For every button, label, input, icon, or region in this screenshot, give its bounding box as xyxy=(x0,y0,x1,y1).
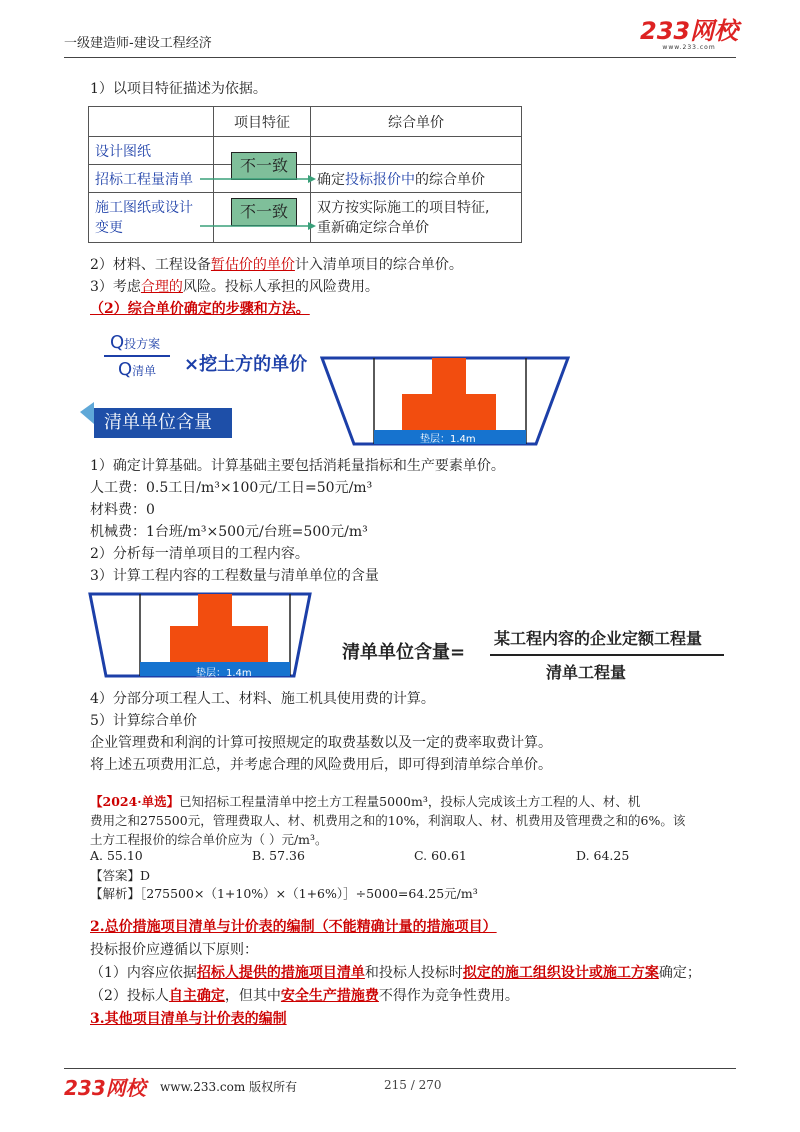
p9: 企业管理费和利润的计算可按照规定的取费基数以及一定的费率取费计算。 xyxy=(90,735,552,751)
times-unit-price: ×挖土方的单价 xyxy=(184,354,308,375)
formula-bar xyxy=(490,654,724,656)
pad-label-2: 垫层：1.4m xyxy=(196,668,252,679)
footer-logo: 233网校 xyxy=(64,1076,146,1100)
p8: 5）计算综合单价 xyxy=(90,713,197,729)
p3: 材料费：0 xyxy=(90,502,155,518)
q-fraction: Q投方案 Q清单 xyxy=(110,332,170,380)
unit-content-banner: 清单单位含量 xyxy=(94,408,232,438)
formula-denominator: 清单工程量 xyxy=(546,663,627,682)
option-d: D. 64.25 xyxy=(576,848,630,863)
p1: 1）确定计算基础。计算基础主要包括消耗量指标和生产要素单价。 xyxy=(90,458,505,474)
question: 【2024·单选】已知招标工程量清单中挖土方工程量5000m³，投标人完成该土方工程的人、材、机 费用之和275500元，管理费取人、材、机费用之和的10%，利润取人、材、机费用及管理费之和的6%。该 土方工程报价的综合单价应为（ ）元/m³。 xyxy=(90,794,686,847)
row-construction-drawing: 施工图纸或设计 变更 xyxy=(89,193,214,243)
h2a: 投标报价应遵循以下原则： xyxy=(90,942,258,958)
heading-other: 3.其他项目清单与计价表的编制 xyxy=(90,1011,287,1027)
option-b: B. 57.36 xyxy=(252,848,305,863)
mismatch-box-2: 不一致 xyxy=(231,198,297,226)
p5: 2）分析每一清单项目的工程内容。 xyxy=(90,546,309,562)
header-title: 一级建造师-建设工程经济 xyxy=(64,36,212,51)
row-design-drawing: 设计图纸 xyxy=(89,137,214,165)
h2c: （2）投标人自主确定，但其中安全生产措施费不得作为竞争性费用。 xyxy=(90,988,519,1004)
s1-text: 1）以项目特征描述为依据。 xyxy=(90,81,267,97)
pad-label-1: 垫层：1.4m xyxy=(420,434,476,445)
banner-arrow xyxy=(80,400,94,430)
p7: 4）分部分项工程人工、材料、施工机具使用费的计算。 xyxy=(90,691,435,707)
s3-text: 3）考虑合理的风险。投标人承担的风险费用。 xyxy=(90,279,379,295)
heading-2: （2）综合单价确定的步骤和方法。 xyxy=(90,301,310,317)
row-bid-list-desc: 确定投标报价中的综合单价 xyxy=(311,165,522,193)
header-logo: 233网校 www.233.com xyxy=(640,17,739,51)
table-header-price: 综合单价 xyxy=(311,107,522,137)
table-header-feature: 项目特征 xyxy=(214,107,311,137)
explanation: 【解析】［275500×（1+10%）×（1+6%）］÷5000=64.25元/m³ xyxy=(90,886,478,901)
p10: 将上述五项费用汇总，并考虑合理的风险费用后，即可得到清单综合单价。 xyxy=(90,757,552,773)
heading-measures: 2.总价措施项目清单与计价表的编制（不能精确计量的措施项目） xyxy=(90,919,497,935)
header-divider xyxy=(64,57,736,58)
footer-site: www.233.com 版权所有 xyxy=(160,1080,298,1094)
footer-divider xyxy=(64,1068,736,1069)
row-bid-list: 招标工程量清单 xyxy=(89,165,214,193)
option-c: C. 60.61 xyxy=(414,848,467,863)
p6: 3）计算工程内容的工程数量与清单单位的含量 xyxy=(90,568,379,584)
h2b: （1）内容应依据招标人提供的措施项目清单和投标人投标时拟定的施工组织设计或施工方案确定； xyxy=(90,965,701,981)
p2: 人工费：0.5工日/m³×100元/工日=50元/m³ xyxy=(90,480,373,496)
option-a: A. 55.10 xyxy=(90,848,143,863)
row-construction-desc: 双方按实际施工的项目特征, 重新确定综合单价 xyxy=(311,193,522,243)
mismatch-box-1: 不一致 xyxy=(231,152,297,180)
formula-label: 清单单位含量= xyxy=(342,642,466,663)
table-arrows xyxy=(190,170,320,240)
p4: 机械费：1台班/m³×500元/台班=500元/m³ xyxy=(90,524,368,540)
s2-text: 2）材料、工程设备暂估价的单价计入清单项目的综合单价。 xyxy=(90,257,463,273)
page-number: 215 / 270 xyxy=(384,1078,442,1092)
formula-numerator: 某工程内容的企业定额工程量 xyxy=(494,629,703,648)
answer: 【答案】D xyxy=(90,868,151,883)
